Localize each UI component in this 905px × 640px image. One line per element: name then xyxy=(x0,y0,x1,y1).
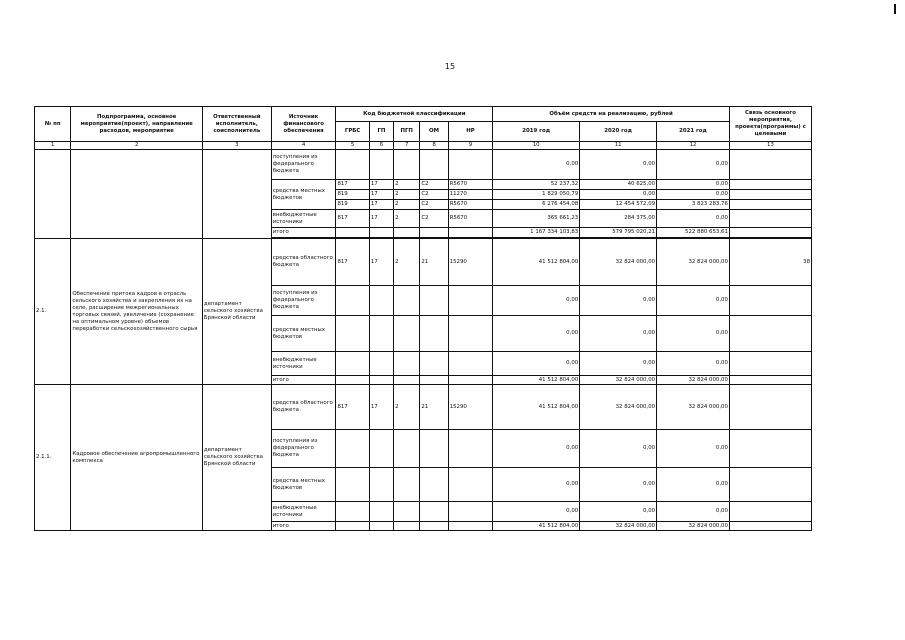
header-subprogram: Подпрограмма, основное мероприятие(проект), направление расходов, мероприятие xyxy=(71,107,203,142)
b3-federal-nr xyxy=(448,430,493,468)
b2-local-grbs xyxy=(336,316,369,352)
colnum-2: 2 xyxy=(71,142,203,150)
colnum-7: 7 xyxy=(394,142,420,150)
b1-federal-2019: 0,00 xyxy=(493,150,580,180)
b2-regional-2019: 41 512 804,00 xyxy=(493,239,580,286)
b2-total-grbs xyxy=(336,376,369,385)
b3-num: 2.1.1. xyxy=(35,385,71,531)
b3-regional-link xyxy=(729,385,811,430)
b3-federal-pgp xyxy=(394,430,420,468)
b1-local-2-nr: 11270 xyxy=(448,190,493,200)
scan-edge-mark xyxy=(894,4,896,14)
b2-local-2019: 0,00 xyxy=(493,316,580,352)
b1-total-pgp xyxy=(394,228,420,238)
b3-local-2020: 0,00 xyxy=(580,468,657,502)
b1-offbudget-gp: 17 xyxy=(369,210,393,228)
b2-local-gp xyxy=(369,316,393,352)
header-executor: Ответственный исполнитель, соисполнитель xyxy=(202,107,271,142)
b1-local-1-2021: 0,00 xyxy=(657,180,730,190)
b1-local-1-gp: 17 xyxy=(369,180,393,190)
b3-regional-grbs: 817 xyxy=(336,385,369,430)
b3-regional-row xyxy=(35,385,812,430)
b1-local-1-nr: R5670 xyxy=(448,180,493,190)
b1-total-om xyxy=(420,228,448,238)
b2-offbudget-source: внебюджетные источники xyxy=(271,352,336,376)
b2-regional-row xyxy=(35,239,812,286)
b2-federal-pgp xyxy=(394,286,420,316)
b2-federal-source: поступления из федерального бюджета xyxy=(271,286,336,316)
b2-regional-grbs: 817 xyxy=(336,239,369,286)
b1-local-3-pgp: 2 xyxy=(394,200,420,210)
b3-offbudget-2019: 0,00 xyxy=(493,502,580,522)
b2-offbudget-link xyxy=(729,352,811,376)
b1-local-3-link xyxy=(729,200,811,210)
colnum-3: 3 xyxy=(202,142,271,150)
b1-federal-grbs xyxy=(336,150,369,180)
b2-total-2019: 41 512 804,00 xyxy=(493,376,580,385)
b2-total-label: итого xyxy=(271,376,336,385)
b2-local-source: средства местных бюджетов xyxy=(271,316,336,352)
b2-federal-grbs xyxy=(336,286,369,316)
budget-table-wrapper xyxy=(34,106,812,546)
b1-local-1-grbs: 817 xyxy=(336,180,369,190)
b1-offbudget-grbs: 817 xyxy=(336,210,369,228)
b3-offbudget-grbs xyxy=(336,502,369,522)
colnum-8: 8 xyxy=(420,142,448,150)
b1-local-3-2019: 6 276 454,08 xyxy=(493,200,580,210)
b1-total-2021: 522 880 653,61 xyxy=(657,228,730,238)
b1-offbudget-nr: R5670 xyxy=(448,210,493,228)
b3-total-label: итого xyxy=(271,522,336,531)
b3-local-om xyxy=(420,468,448,502)
b1-total-2020: 579 795 020,21 xyxy=(580,228,657,238)
b2-offbudget-2021: 0,00 xyxy=(657,352,730,376)
page-number: 15 xyxy=(444,62,456,71)
b2-offbudget-2019: 0,00 xyxy=(493,352,580,376)
b1-total-2019: 1 167 334 103,83 xyxy=(493,228,580,238)
b3-offbudget-source: внебюджетные источники xyxy=(271,502,336,522)
b2-total-2021: 32 824 000,00 xyxy=(657,376,730,385)
b3-executor: департамент сельского хозяйства Брянской области xyxy=(202,385,271,531)
b3-total-link xyxy=(729,522,811,531)
b3-total-2021: 32 824 000,00 xyxy=(657,522,730,531)
b1-num xyxy=(35,150,71,239)
b2-regional-2021: 32 824 000,00 xyxy=(657,239,730,286)
b2-offbudget-om xyxy=(420,352,448,376)
b2-num: 2.1. xyxy=(35,239,71,385)
b3-federal-om xyxy=(420,430,448,468)
b1-total-nr xyxy=(448,228,493,238)
b2-name: Обеспечение притока кадров в отрасль сельского хозяйства и закрепления их на селе, расширение межрегиональных торговых связей, увеличение (сохранение на оптимальном уровне) объемов переработки сельскохозяйственного сырья xyxy=(71,239,203,385)
b2-executor: департамент сельского хозяйства Брянской области xyxy=(202,239,271,385)
b1-federal-2021: 0,00 xyxy=(657,150,730,180)
b1-local-3-nr: R5670 xyxy=(448,200,493,210)
b3-federal-link xyxy=(729,430,811,468)
b1-local-2-2019: 1 829 050,79 xyxy=(493,190,580,200)
b1-total-grbs xyxy=(336,228,369,238)
b3-regional-nr: 15290 xyxy=(448,385,493,430)
b2-local-link xyxy=(729,316,811,352)
b2-federal-gp xyxy=(369,286,393,316)
b1-offbudget-om: С2 xyxy=(420,210,448,228)
b1-local-3-gp: 17 xyxy=(369,200,393,210)
b2-local-nr xyxy=(448,316,493,352)
header-grbs: ГРБС xyxy=(336,122,369,142)
b2-regional-2020: 32 824 000,00 xyxy=(580,239,657,286)
colnum-1: 1 xyxy=(35,142,71,150)
b1-local-1-link xyxy=(729,180,811,190)
b3-regional-2021: 32 824 000,00 xyxy=(657,385,730,430)
b3-total-gp xyxy=(369,522,393,531)
header-pgp: ПГП xyxy=(394,122,420,142)
b3-federal-2021: 0,00 xyxy=(657,430,730,468)
b3-regional-om: 21 xyxy=(420,385,448,430)
b1-local-2-gp: 17 xyxy=(369,190,393,200)
b1-local-3-2020: 12 454 572,09 xyxy=(580,200,657,210)
header-link: Связь основного мероприятия, проекта(программы) с целевыми xyxy=(729,107,811,142)
b3-offbudget-gp xyxy=(369,502,393,522)
b2-regional-gp: 17 xyxy=(369,239,393,286)
colnum-13: 13 xyxy=(729,142,811,150)
header-om: ОМ xyxy=(420,122,448,142)
b1-federal-pgp xyxy=(394,150,420,180)
header-gp: ГП xyxy=(369,122,393,142)
colnum-4: 4 xyxy=(271,142,336,150)
b2-federal-2021: 0,00 xyxy=(657,286,730,316)
b1-local-2-2020: 0,00 xyxy=(580,190,657,200)
b3-local-gp xyxy=(369,468,393,502)
b3-local-2021: 0,00 xyxy=(657,468,730,502)
b1-offbudget-source: внебюджетные источники xyxy=(271,210,336,228)
b1-local-2-link xyxy=(729,190,811,200)
b3-name: Кадровое обеспечение агропромышленного комплекса xyxy=(71,385,203,531)
b3-offbudget-2021: 0,00 xyxy=(657,502,730,522)
b3-regional-2020: 32 824 000,00 xyxy=(580,385,657,430)
b3-regional-source: средства областного бюджета xyxy=(271,385,336,430)
b1-local-1-pgp: 2 xyxy=(394,180,420,190)
b3-offbudget-2020: 0,00 xyxy=(580,502,657,522)
colnum-12: 12 xyxy=(657,142,730,150)
b3-federal-2020: 0,00 xyxy=(580,430,657,468)
b3-total-om xyxy=(420,522,448,531)
b3-offbudget-om xyxy=(420,502,448,522)
b1-local-2-om: С2 xyxy=(420,190,448,200)
b1-total-gp xyxy=(369,228,393,238)
b1-local-2-grbs: 819 xyxy=(336,190,369,200)
b3-local-2019: 0,00 xyxy=(493,468,580,502)
b1-executor xyxy=(202,150,271,239)
b1-local-1-2020: 40 625,00 xyxy=(580,180,657,190)
b2-total-om xyxy=(420,376,448,385)
b3-federal-gp xyxy=(369,430,393,468)
b3-offbudget-nr xyxy=(448,502,493,522)
colnum-11: 11 xyxy=(580,142,657,150)
colnum-5: 5 xyxy=(336,142,369,150)
b2-total-link xyxy=(729,376,811,385)
b3-total-pgp xyxy=(394,522,420,531)
header-num: № пп xyxy=(35,107,71,142)
b3-federal-source: поступления из федерального бюджета xyxy=(271,430,336,468)
b1-local-2-pgp: 2 xyxy=(394,190,420,200)
b2-offbudget-nr xyxy=(448,352,493,376)
header-row-1 xyxy=(35,107,812,122)
b2-local-2021: 0,00 xyxy=(657,316,730,352)
b1-local-1-2019: 52 237,32 xyxy=(493,180,580,190)
b1-federal-gp xyxy=(369,150,393,180)
b2-regional-source: средства областного бюджета xyxy=(271,239,336,286)
b2-federal-nr xyxy=(448,286,493,316)
colnum-10: 10 xyxy=(493,142,580,150)
header-volume: Объём средств на реализацию, рублей xyxy=(493,107,730,122)
header-2021: 2021 год xyxy=(657,122,730,142)
b2-total-nr xyxy=(448,376,493,385)
header-2019: 2019 год xyxy=(493,122,580,142)
b1-total-link xyxy=(729,228,811,238)
header-budget-code: Код бюджетной классификации xyxy=(336,107,493,122)
b1-federal-source: поступления из федерального бюджета xyxy=(271,150,336,180)
b3-local-nr xyxy=(448,468,493,502)
b1-offbudget-link xyxy=(729,210,811,228)
header-source: Источник финансового обеспечения xyxy=(271,107,336,142)
b1-name xyxy=(71,150,203,239)
b3-regional-pgp: 2 xyxy=(394,385,420,430)
b2-federal-om xyxy=(420,286,448,316)
b1-offbudget-2019: 365 661,23 xyxy=(493,210,580,228)
header-2020: 2020 год xyxy=(580,122,657,142)
b3-total-grbs xyxy=(336,522,369,531)
header-nr: НР xyxy=(448,122,493,142)
b1-offbudget-pgp: 2 xyxy=(394,210,420,228)
b2-local-2020: 0,00 xyxy=(580,316,657,352)
b1-local-3-grbs: 819 xyxy=(336,200,369,210)
b3-local-source: средства местных бюджетов xyxy=(271,468,336,502)
b1-federal-nr xyxy=(448,150,493,180)
colnum-9: 9 xyxy=(448,142,493,150)
b1-local-3-om: С2 xyxy=(420,200,448,210)
column-numbers-row xyxy=(35,142,812,150)
b2-federal-link xyxy=(729,286,811,316)
b2-offbudget-2020: 0,00 xyxy=(580,352,657,376)
b3-offbudget-pgp xyxy=(394,502,420,522)
b3-local-grbs xyxy=(336,468,369,502)
b1-total-label: итого xyxy=(271,228,336,238)
b3-local-link xyxy=(729,468,811,502)
b1-offbudget-2021: 0,00 xyxy=(657,210,730,228)
b1-offbudget-2020: 284 375,00 xyxy=(580,210,657,228)
b1-local-source: средства местных бюджетов xyxy=(271,180,336,210)
b2-federal-2020: 0,00 xyxy=(580,286,657,316)
b3-local-pgp xyxy=(394,468,420,502)
b1-federal-2020: 0,00 xyxy=(580,150,657,180)
budget-table xyxy=(34,106,812,531)
b3-total-2019: 41 512 804,00 xyxy=(493,522,580,531)
b2-regional-pgp: 2 xyxy=(394,239,420,286)
b3-total-nr xyxy=(448,522,493,531)
b3-total-2020: 32 824 000,00 xyxy=(580,522,657,531)
b1-local-2-2021: 0,00 xyxy=(657,190,730,200)
colnum-6: 6 xyxy=(369,142,393,150)
b1-federal-om xyxy=(420,150,448,180)
b1-local-1-om: С2 xyxy=(420,180,448,190)
b1-local-3-2021: 3 823 283,76 xyxy=(657,200,730,210)
b2-offbudget-grbs xyxy=(336,352,369,376)
b2-local-pgp xyxy=(394,316,420,352)
b3-federal-2019: 0,00 xyxy=(493,430,580,468)
b1-federal-row xyxy=(35,150,812,180)
b2-federal-2019: 0,00 xyxy=(493,286,580,316)
b2-total-2020: 32 824 000,00 xyxy=(580,376,657,385)
b3-offbudget-link xyxy=(729,502,811,522)
b3-regional-2019: 41 512 804,00 xyxy=(493,385,580,430)
b2-offbudget-pgp xyxy=(394,352,420,376)
b2-total-gp xyxy=(369,376,393,385)
b2-link-value: 38 xyxy=(729,239,811,286)
b2-local-om xyxy=(420,316,448,352)
b2-offbudget-gp xyxy=(369,352,393,376)
b3-federal-grbs xyxy=(336,430,369,468)
b2-total-pgp xyxy=(394,376,420,385)
b2-regional-nr: 15290 xyxy=(448,239,493,286)
b2-regional-om: 21 xyxy=(420,239,448,286)
b1-federal-link xyxy=(729,150,811,180)
b3-regional-gp: 17 xyxy=(369,385,393,430)
